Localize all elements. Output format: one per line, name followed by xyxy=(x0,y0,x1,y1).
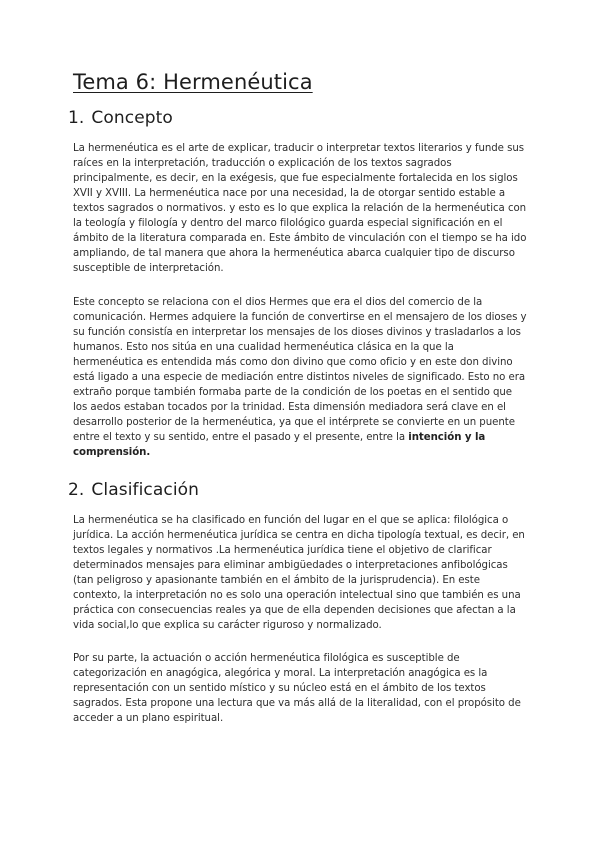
page-title: Tema 6: Hermenéutica xyxy=(73,70,313,94)
section-title: Concepto xyxy=(91,108,173,128)
paragraph-concepto-1: La hermenéutica es el arte de explicar, traducir o interpretar textos literarios y funde sus raíces en la interpretación, traducción o explicación de los textos sagrados principalmente, es decir, en la exégesis, que fue especialmente fortalecida en los siglos XVII y XVIII. La hermenéutica nace por una necesidad, la de otorgar sentido estable a textos sagrados o normativos. y esto es lo que explica la relación de la hermenéutica con la teología y filología y dentro del marco filológico guarda especial significación en el ámbito de la literatura comparada en. Este ámbito de vinculación con el tiempo se ha ido ampliando, de tal manera que ahora la hermenéutica abarca cualquier tipo de discurso susceptible de interpretación. xyxy=(73,143,527,275)
section-heading-clasificacion xyxy=(68,480,199,500)
paragraph-text: Este concepto se relaciona con el dios Hermes que era el dios del comercio de la comunicación. Hermes adquiere la función de convertirse en el mensajero de los dioses y su función consistía en interpretar los mensajes de los dioses divinos y trasladarlos a los humanos. Esto nos sitúa en una cualidad hermenéutica clásica en la que la hermenéutica es entendida más como don divino que como oficio y en este don divino está ligado a una especie de mediación entre distintos niveles de significado. Esto no era extraño porque también formaba parte de la condición de los poetas en el sentido que los aedos estaban tocados por la trinidad. Esta dimensión mediadora será clave en el desarrollo posterior de la hermenéutica, ya que el intérprete se convierte en un puente entre el texto y su sentido, entre el pasado y el presente, entre la xyxy=(73,297,527,444)
paragraph-clasificacion-1: La hermenéutica se ha clasificado en función del lugar en el que se aplica: filológica o jurídica. La acción hermenéutica jurídica se centra en dicha tipología textual, es decir, en textos legales y normativos .La hermenéutica jurídica tiene el objetivo de clarificar determinados mensajes para eliminar ambigüedades o interpretaciones anfibológicas (tan peligroso y apasionante también en el ámbito de la jurisprudencia). En este contexto, la interpretación no es solo una operación intelectual sino que también es una práctica con consecuencias reales ya que de ella dependen decisiones que afectan a la vida social,lo que explica su carácter riguroso y normalizado. xyxy=(73,515,525,632)
section-number: 1. xyxy=(68,108,85,128)
paragraph-clasificacion-2: Por su parte, la actuación o acción hermenéutica filológica es susceptible de categorización en anagógica, alegórica y moral. La interpretación anagógica es la representación con un sentido místico y su núcleo está en el ámbito de los textos sagrados. Esta propone una lectura que va más allá de la literalidad, con el propósito de acceder a un plano espiritual. xyxy=(73,653,521,725)
paragraph-concepto-2 xyxy=(73,295,527,461)
section-heading-concepto xyxy=(68,108,173,128)
section-title: Clasificación xyxy=(91,480,200,500)
emphasis-text: intención y la comprensión. xyxy=(73,432,486,459)
section-number: 2. xyxy=(68,480,85,500)
